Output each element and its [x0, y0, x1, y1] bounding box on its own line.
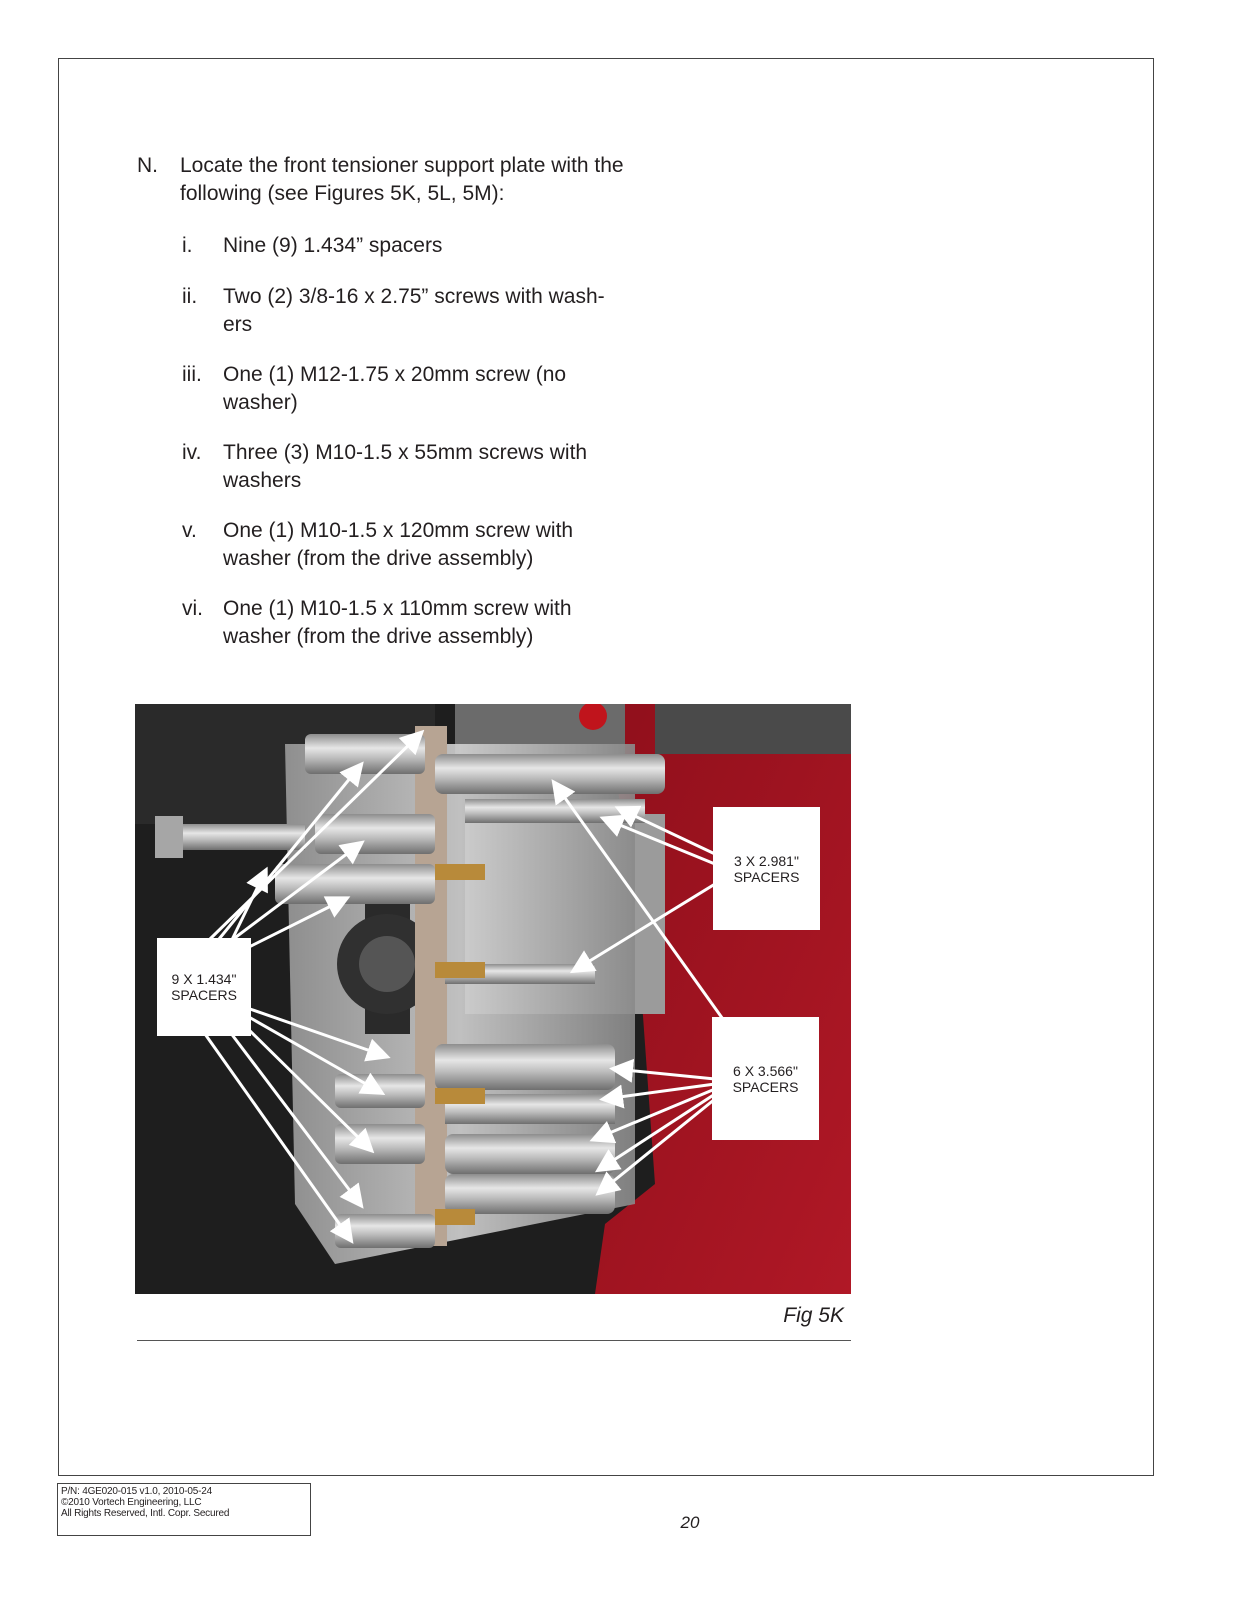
list-item-text: One (1) M12-1.75 x 20mm screw (no washer)	[223, 363, 567, 414]
figure-caption: Fig 5K	[783, 1304, 844, 1327]
footer-part-number: P/N: 4GE020-015 v1.0, 2010-05-24	[61, 1486, 212, 1497]
list-item-number: vi.	[182, 597, 203, 620]
step-text: Locate the front tensioner support plate with the following (see Figures 5K, 5L, 5M):	[180, 154, 624, 205]
callout-top-right-line2: SPACERS	[733, 868, 800, 885]
list-item-text: One (1) M10-1.5 x 120mm screw with washer (from the drive assembly)	[223, 519, 574, 570]
list-item-text: Three (3) M10-1.5 x 55mm screws with washers	[223, 441, 588, 492]
list-item-number: ii.	[182, 285, 198, 308]
list-item-number: v.	[182, 519, 197, 542]
footer-rights: All Rights Reserved, Intl. Copr. Secured	[61, 1508, 230, 1519]
list-item-text: Two (2) 3/8-16 x 2.75” screws with wash-ers	[223, 285, 605, 336]
callout-left-line2: SPACERS	[171, 987, 237, 1003]
caption-divider	[137, 1340, 851, 1341]
footer-copyright: ©2010 Vortech Engineering, LLC	[61, 1497, 202, 1508]
list-item-number: iv.	[182, 441, 202, 464]
step-letter: N.	[137, 154, 158, 177]
list-item-number: iii.	[182, 363, 202, 386]
callout-top-right	[713, 807, 820, 930]
callout-bottom-right	[712, 1017, 819, 1140]
list-item-text: One (1) M10-1.5 x 110mm screw with washer (from the drive assembly)	[223, 597, 572, 648]
callout-left	[157, 938, 251, 1036]
list-item-text: Nine (9) 1.434” spacers	[223, 234, 443, 257]
callout-left-line1: 9 X 1.434"	[171, 971, 237, 987]
list-item-number: i.	[182, 234, 193, 257]
page-number: 20	[680, 1513, 700, 1532]
callout-bottom-right-line1: 6 X 3.566"	[733, 1062, 798, 1079]
figure-photo	[135, 704, 851, 1294]
callout-bottom-right-line2: SPACERS	[732, 1078, 799, 1095]
callout-top-right-line1: 3 X 2.981"	[734, 852, 799, 869]
footer-info-box	[57, 1483, 311, 1536]
